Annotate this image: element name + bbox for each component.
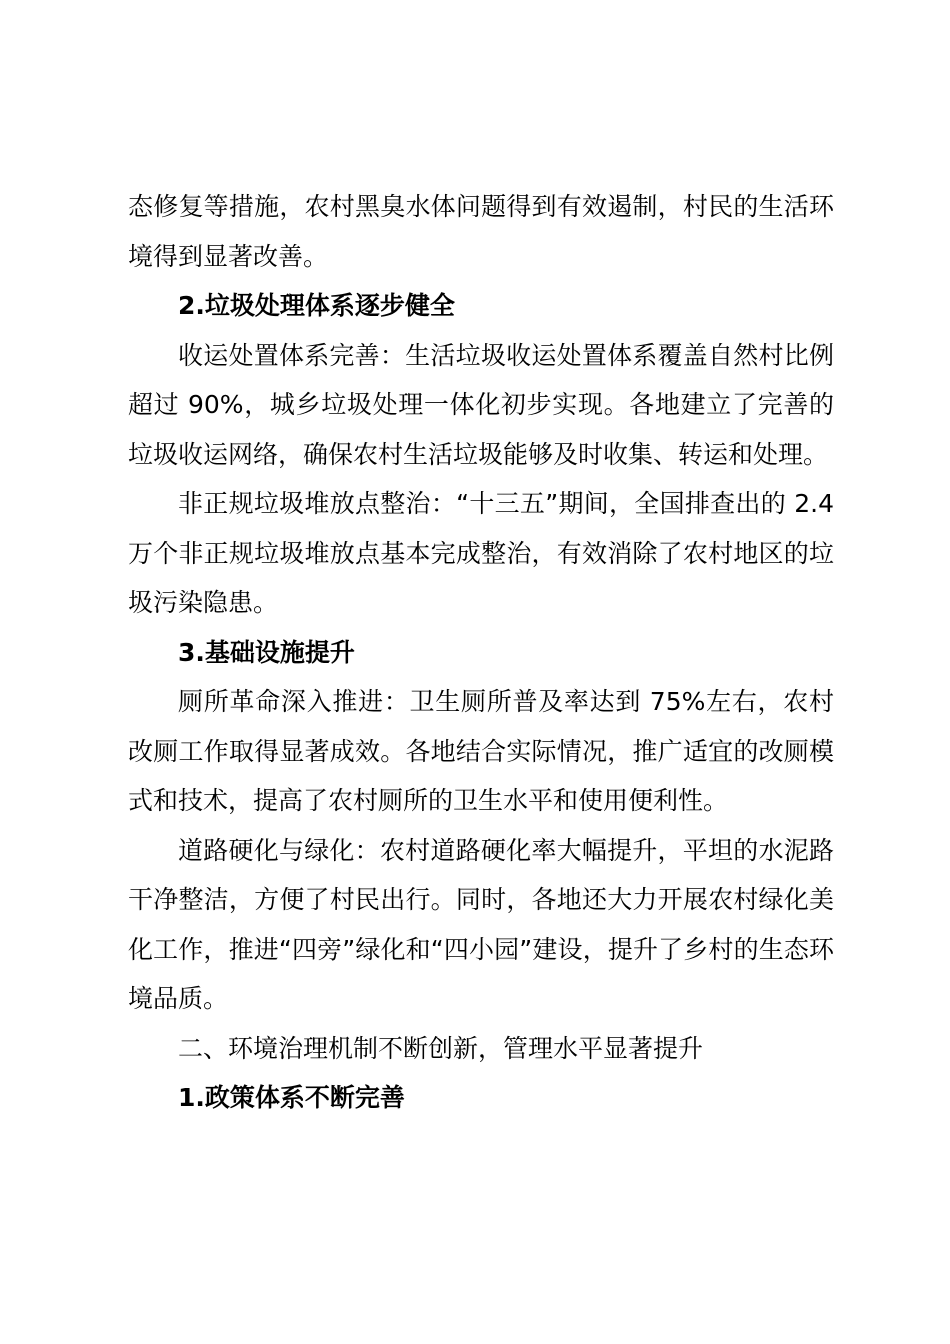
section-heading: 1.政策体系不断完善 [178,1083,405,1112]
body-paragraph: 厕所革命深入推进：卫生厕所普及率达到 75%左右，农村改厕工作取得显著成效。各地结合实际情况，推广适宜的改厕模式和技术，提高了农村厕所的卫生水平和使用便利性。 [128,687,834,815]
body-paragraph: 态修复等措施，农村黑臭水体问题得到有效遏制，村民的生活环境得到显著改善。 [128,192,834,271]
document-body [128,182,834,1123]
body-paragraph: 收运处置体系完善：生活垃圾收运处置体系覆盖自然村比例超过 90%，城乡垃圾处理一体化初步实现。各地建立了完善的垃圾收运网络，确保农村生活垃圾能够及时收集、转运和处理。 [128,340,834,469]
body-paragraph: 非正规垃圾堆放点整治：“十三五”期间，全国排查出的 2.4 万个非正规垃圾堆放点基本完成整治，有效消除了农村地区的垃圾污染隐患。 [128,489,834,617]
section-heading: 2.垃圾处理体系逐步健全 [178,291,455,320]
chapter-heading: 二、环境治理机制不断创新，管理水平显著提升 [178,1033,704,1063]
section-heading: 3.基础设施提升 [178,637,355,667]
body-paragraph: 道路硬化与绿化：农村道路硬化率大幅提升，平坦的水泥路干净整洁，方便了村民出行。同时，各地还大力开展农村绿化美化工作，推进“四旁”绿化和“四小园”建设，提升了乡村的生态环境品质。 [128,835,834,1013]
